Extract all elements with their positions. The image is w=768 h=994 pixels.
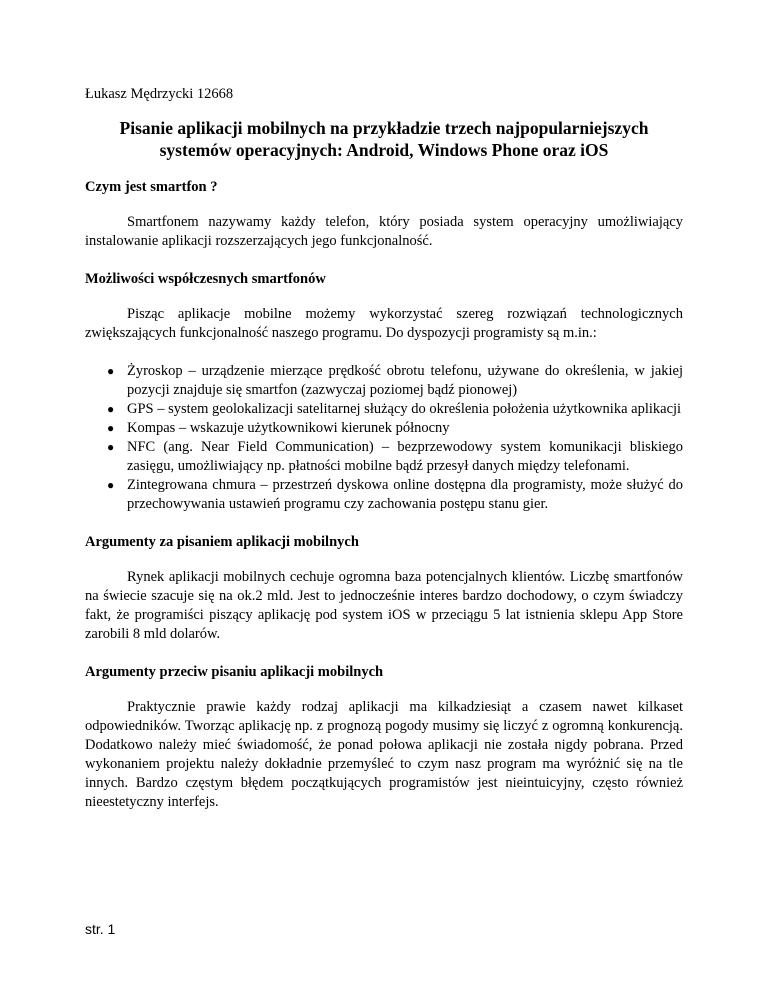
section-heading: Argumenty przeciw pisaniu aplikacji mobilnych (85, 664, 384, 680)
list-item (107, 476, 683, 514)
section-heading: Argumenty za pisaniem aplikacji mobilnych (85, 534, 359, 550)
author-line: Łukasz Mędrzycki 12668 (85, 86, 234, 102)
bullet-icon: ● (107, 402, 115, 416)
list-item-text: Żyroskop – urządzenie mierzące prędkość obrotu telefonu, używane do określenia, w jakiej pozycji znajduje się smartfon (zazwyczaj poziomej bądź pionowej) (127, 363, 683, 398)
section-paragraph: Smartfonem nazywamy każdy telefon, który posiada system operacyjny umożliwiający instalowanie aplikacji rozszerzających jego funkcjonalność. (85, 214, 683, 249)
bullet-icon: ● (107, 440, 115, 454)
list-item-text: Kompas – wskazuje użytkownikowi kierunek północny (127, 420, 450, 436)
document-body (85, 178, 683, 831)
list-item-text: Zintegrowana chmura – przestrzeń dyskowa online dostępna dla programisty, może służyć do przechowywania ustawień programu czy zachowania postępu stanu gier. (127, 477, 683, 512)
document-title: Pisanie aplikacji mobilnych na przykładzie trzech najpopularniejszych systemów operacyjnych: Android, Windows Phone oraz iOS (119, 118, 649, 160)
bullet-icon: ● (107, 421, 115, 435)
features-list (85, 362, 683, 514)
section-smartphone-capabilities (85, 270, 683, 514)
section-paragraph: Rynek aplikacji mobilnych cechuje ogromna baza potencjalnych klientów. Liczbę smartfonów na świecie szacuje się na ok.2 mld. Jest to jednocześnie interes bardzo dochodowy, o czym świadczy fakt, że programiści piszący aplikację pod system iOS w przeciągu 5 lat istnienia sklepu App Store zarobili 8 mld dolarów. (85, 569, 683, 642)
section-paragraph: Praktycznie prawie każdy rodzaj aplikacji ma kilkadziesiąt a czasem nawet kilkaset odpowiedników. Tworząc aplikację np. z prognozą pogody musimy się liczyć z ogromną konkurencją. Dodatkowo należy mieć świadomość, że ponad połowa aplikacji nie została nigdy pobrana. Przed wykonaniem projektu należy dokładnie przemyśleć to czym nasz program ma wyróżnić się na tle innych. Bardzo częstym błędem początkujących programistów jest nieintuicyjny, często również nieestetyczny interfejs. (85, 699, 683, 810)
section-heading: Czym jest smartfon ? (85, 179, 218, 195)
list-item-text: NFC (ang. Near Field Communication) – bezprzewodowy system komunikacji bliskiego zasięgu, umożliwiający np. płatności mobilne bądź przesył danych między telefonami. (127, 439, 683, 474)
list-item-text: GPS – system geolokalizacji satelitarnej służący do określenia położenia użytkownika aplikacji (127, 401, 682, 417)
bullet-icon: ● (107, 478, 115, 492)
bullet-icon: ● (107, 364, 115, 378)
section-arguments-for (85, 533, 683, 644)
list-item (107, 400, 683, 419)
section-paragraph: Pisząc aplikacje mobilne możemy wykorzystać szereg rozwiązań technologicznych zwiększających funkcjonalność naszego programu. Do dyspozycji programisty są m.in.: (85, 306, 683, 341)
section-arguments-against (85, 663, 683, 812)
page-number: str. 1 (85, 921, 116, 937)
list-item (107, 438, 683, 476)
section-smartphone-definition (85, 178, 683, 251)
section-heading: Możliwości współczesnych smartfonów (85, 271, 326, 287)
list-item (107, 362, 683, 400)
list-item (107, 419, 683, 438)
